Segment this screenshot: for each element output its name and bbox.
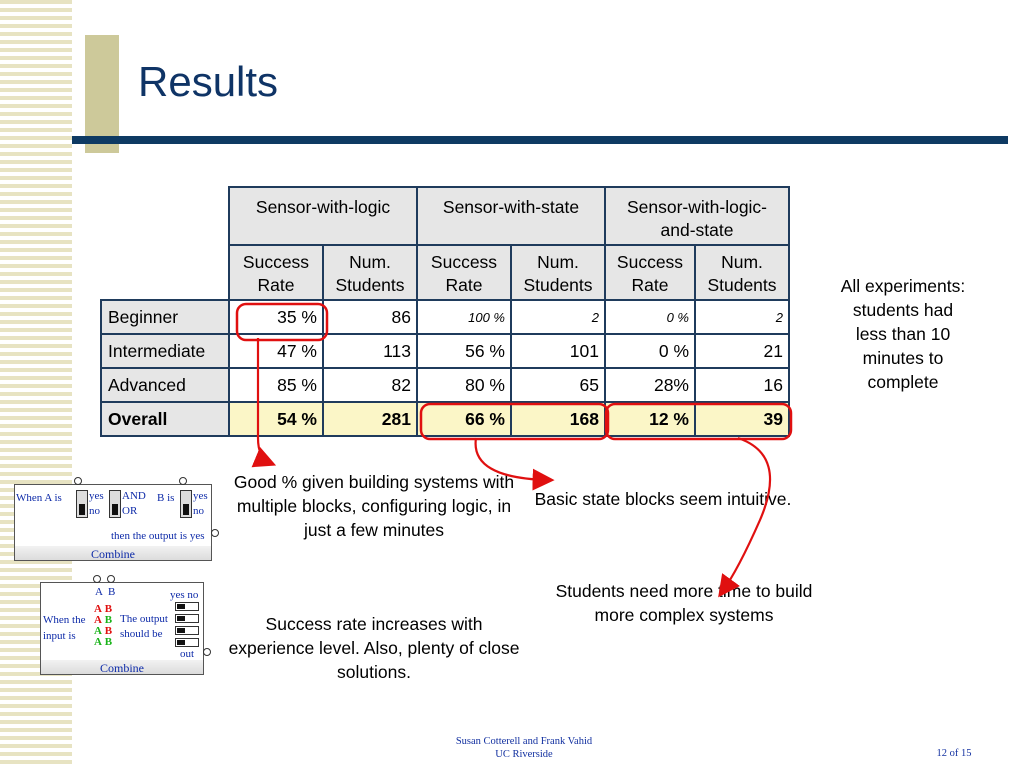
arrow-more-time <box>722 438 770 592</box>
annotation-good: Good % given building systems with multiple blocks, configuring logic, in just a few minutes <box>233 472 515 540</box>
toggle-a-icon <box>76 490 88 518</box>
sub-header: Num. Students <box>511 245 605 300</box>
combine-label: Combine <box>100 661 144 675</box>
then-output-label: then the output is yes <box>111 530 205 542</box>
highlight-box-state <box>421 404 608 439</box>
truth-table-block <box>40 582 206 678</box>
table-cell: 168 <box>511 402 605 436</box>
table-cell: 2 <box>695 300 789 334</box>
sub-header: Num. Students <box>695 245 789 300</box>
table-cell: 12 % <box>605 402 695 436</box>
input-port-icon <box>93 575 101 583</box>
truth-row <box>94 637 112 648</box>
or-label: OR <box>122 505 138 517</box>
table-cell: 101 <box>511 334 605 368</box>
b-is-label: B is <box>157 492 175 504</box>
output-port-icon <box>211 529 219 537</box>
and-label: AND <box>122 490 146 502</box>
toggle-op-icon <box>109 490 121 518</box>
output-port-icon <box>203 648 211 656</box>
table-cell: 113 <box>323 334 417 368</box>
table-cell: 21 <box>695 334 789 368</box>
sub-header: Success Rate <box>605 245 695 300</box>
table-cell: 0 % <box>605 334 695 368</box>
table-cell: 281 <box>323 402 417 436</box>
a-value: A <box>94 614 102 626</box>
a-value: A <box>94 625 102 637</box>
annotation-experience: Success rate increases with experience level. Also, plenty of close solutions. <box>228 614 520 682</box>
row-label: Overall <box>101 402 229 436</box>
group-header: Sensor-with-logic <box>229 187 417 245</box>
no-label: no <box>89 505 100 517</box>
input-port-icon <box>179 477 187 485</box>
a-value: A <box>94 636 102 648</box>
highlight-box-logic-state <box>606 404 791 439</box>
yes-label: yes <box>193 490 208 502</box>
table-cell: 35 % <box>229 300 323 334</box>
row-label: Advanced <box>101 368 229 402</box>
table-cell: 39 <box>695 402 789 436</box>
sub-header: Num. Students <box>323 245 417 300</box>
side-note: All experiments: students had less than 10 minutes to complete <box>840 276 966 392</box>
output-should-label: The output should be <box>120 613 168 640</box>
col-b-label: B <box>108 586 116 598</box>
when-input-label: When the input is <box>43 614 86 642</box>
yes-label: yes <box>89 490 104 502</box>
sub-header: Success Rate <box>417 245 511 300</box>
table-cell: 47 % <box>229 334 323 368</box>
sub-header: Success Rate <box>229 245 323 300</box>
table-cell: 85 % <box>229 368 323 402</box>
input-port-icon <box>107 575 115 583</box>
group-header: Sensor-with-state <box>417 187 605 245</box>
table-cell: 16 <box>695 368 789 402</box>
table-cell: 86 <box>323 300 417 334</box>
b-value: B <box>104 603 113 615</box>
table-cell: 0 % <box>605 300 695 334</box>
table-cell: 100 % <box>417 300 511 334</box>
b-value: B <box>104 625 113 637</box>
annotation-more-time: Students need more time to build more complex systems <box>555 581 813 625</box>
a-value: A <box>94 603 102 615</box>
output-toggle-icon <box>175 602 199 611</box>
table-cell: 2 <box>511 300 605 334</box>
table-cell: 65 <box>511 368 605 402</box>
b-value: B <box>104 636 113 648</box>
output-toggle-icon <box>175 614 199 623</box>
b-value: B <box>104 614 113 626</box>
out-label: out <box>180 648 195 660</box>
footer-authors: Susan Cotterell and Frank Vahid <box>455 736 593 747</box>
annotation-state: Basic state blocks seem intuitive. <box>534 489 792 509</box>
footer-org: UC Riverside <box>495 749 553 760</box>
toggle-b-icon <box>180 490 192 518</box>
table-cell: 66 % <box>417 402 511 436</box>
table-cell: 80 % <box>417 368 511 402</box>
footer-credits <box>410 735 638 761</box>
slide-title: Results <box>138 58 279 105</box>
table-cell: 56 % <box>417 334 511 368</box>
arrow-state <box>476 438 548 480</box>
col-a-label: A <box>95 586 103 598</box>
page-number: 12 of 15 <box>936 748 972 759</box>
highlight-box-beginner <box>237 304 327 340</box>
output-toggle-icon <box>175 626 199 635</box>
logic-block <box>14 484 212 562</box>
output-toggle-icon <box>175 638 199 647</box>
no-label: no <box>193 505 204 517</box>
truth-rows <box>94 604 112 648</box>
table-cell: 54 % <box>229 402 323 436</box>
table-cell: 28% <box>605 368 695 402</box>
table-cell: 82 <box>323 368 417 402</box>
when-a-label: When A is <box>16 492 62 504</box>
arrow-good <box>258 338 270 463</box>
yes-no-label: yes no <box>170 589 199 601</box>
group-header: Sensor-with-logic-and-state <box>605 187 789 245</box>
row-label: Beginner <box>101 300 229 334</box>
combine-label: Combine <box>91 547 135 561</box>
input-port-icon <box>74 477 82 485</box>
row-label: Intermediate <box>101 334 229 368</box>
